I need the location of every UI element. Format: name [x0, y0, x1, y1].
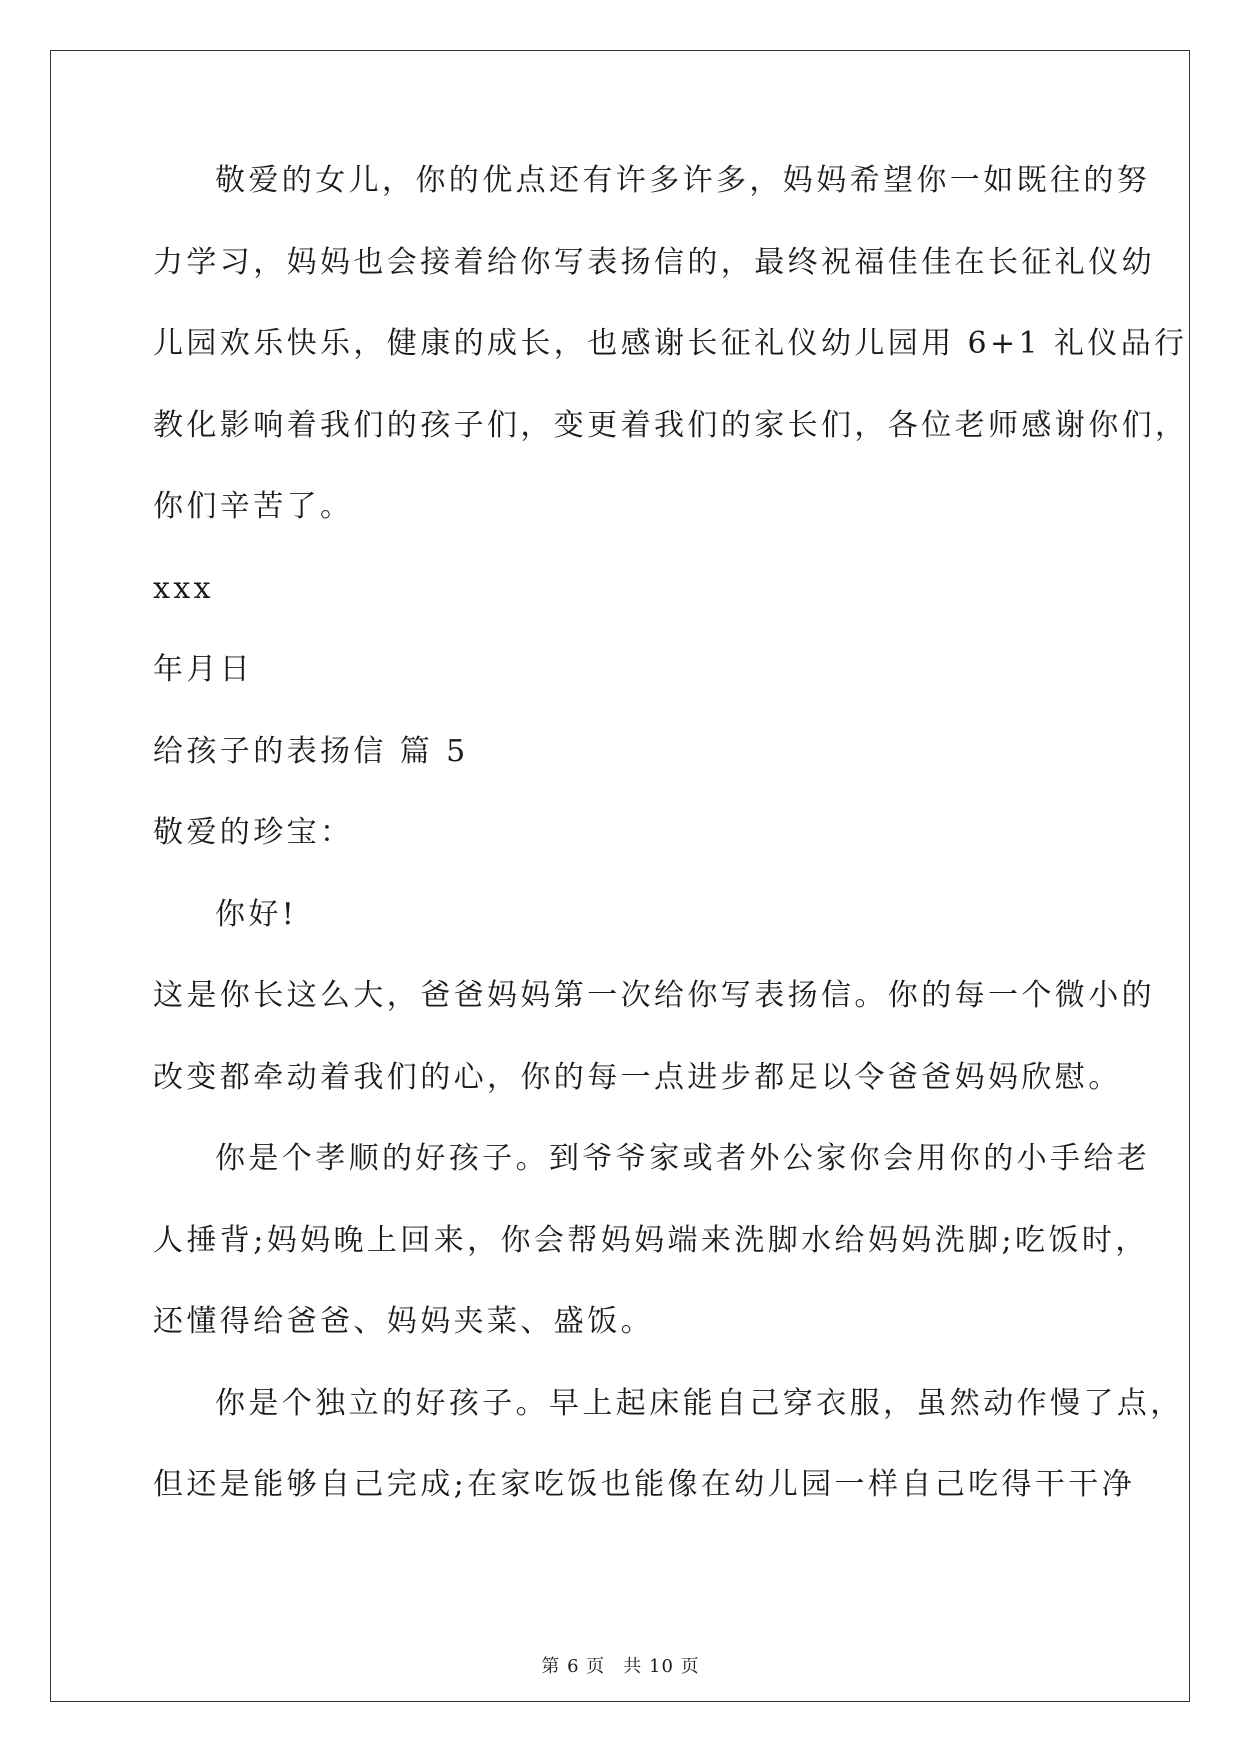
page-total: 共 10 页	[623, 1656, 700, 1677]
signature-date: 年月日	[153, 652, 254, 687]
paragraph-line: 但还是能够自己完成;在家吃饭也能像在幼儿园一样自己吃得干干净	[153, 1467, 1136, 1502]
paragraph-line: 还懂得给爸爸、妈妈夹菜、盛饭。	[153, 1304, 654, 1339]
paragraph-line: 你是个独立的好孩子。早上起床能自己穿衣服，虽然动作慢了点，	[215, 1385, 1184, 1421]
paragraph-line: 教化影响着我们的孩子们，变更着我们的家长们，各位老师感谢你们，	[153, 407, 1189, 443]
paragraph-line: 儿园欢乐快乐，健康的成长，也感谢长征礼仪幼儿园用 6+1 礼仪品行	[153, 326, 1188, 361]
greeting: 你好!	[215, 896, 298, 932]
signature-name: xxx	[153, 570, 214, 606]
document-body	[153, 160, 1189, 1546]
paragraph-line: 这是你长这么大，爸爸妈妈第一次给你写表扬信。你的每一个微小的	[153, 978, 1155, 1013]
paragraph-line: 你是个孝顺的好孩子。到爷爷家或者外公家你会用你的小手给老	[215, 1141, 1151, 1176]
paragraph-line: 你们辛苦了。	[153, 489, 354, 524]
paragraph-line: 力学习，妈妈也会接着给你写表扬信的，最终祝福佳佳在长征礼仪幼	[153, 244, 1155, 280]
section-heading: 给孩子的表扬信 篇 5	[153, 733, 469, 769]
salutation: 敬爱的珍宝：	[153, 815, 354, 850]
page-footer	[0, 1652, 1241, 1678]
paragraph-line: 人捶背;妈妈晚上回来，你会帮妈妈端来洗脚水给妈妈洗脚;吃饭时，	[153, 1222, 1149, 1258]
paragraph-line: 敬爱的女儿，你的优点还有许多许多，妈妈希望你一如既往的努	[215, 163, 1151, 198]
paragraph-line: 改变都牵动着我们的心，你的每一点进步都足以令爸爸妈妈欣慰。	[153, 1059, 1122, 1095]
page-number: 第 6 页	[541, 1656, 606, 1677]
